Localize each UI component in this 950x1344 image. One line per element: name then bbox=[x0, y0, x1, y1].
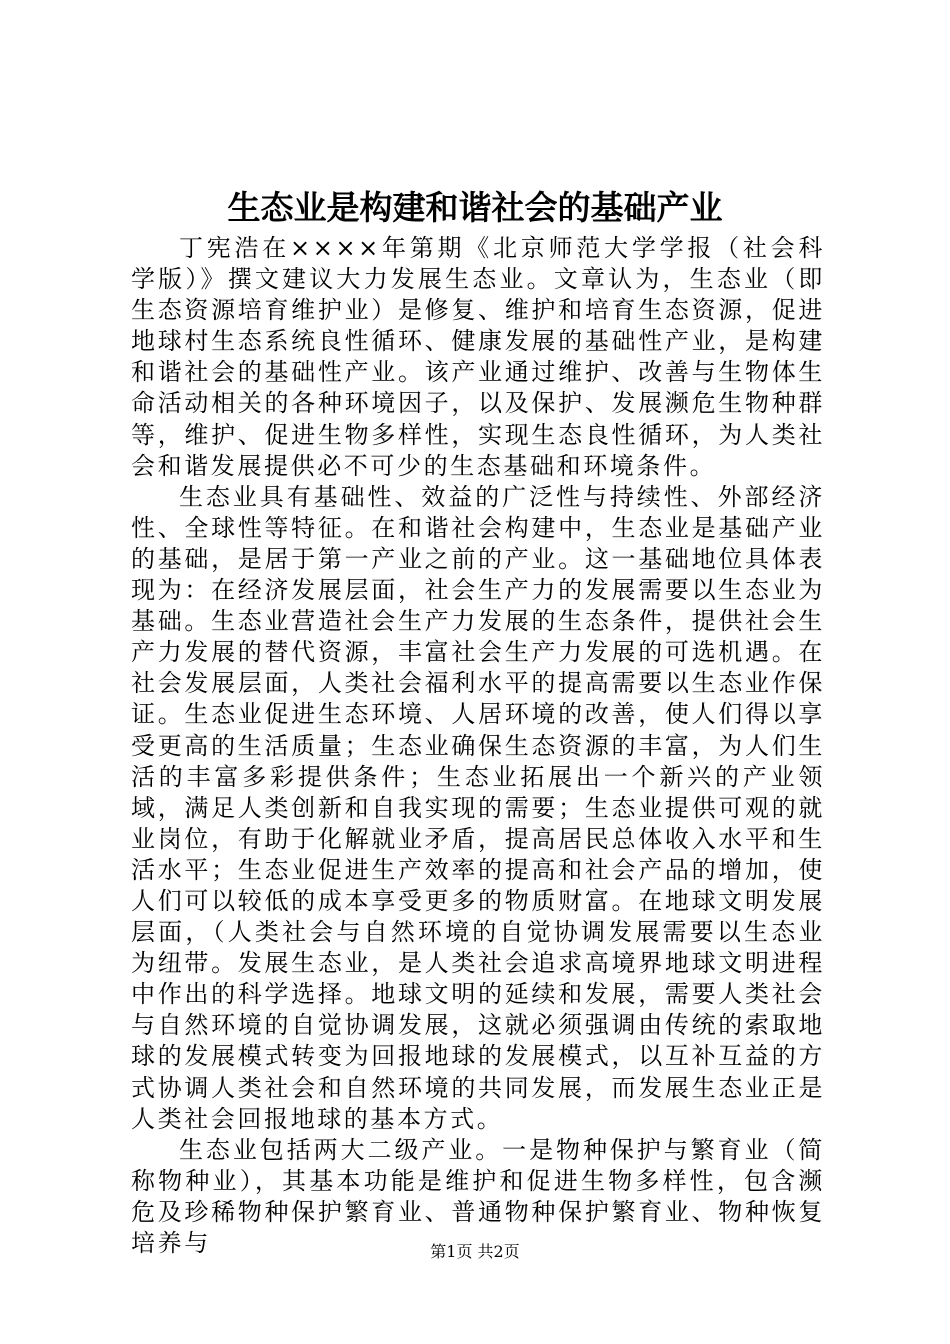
paragraph-1: 丁宪浩在××××年第期《北京师范大学学报（社会科学版）》撰文建议大力发展生态业。文章认为，生态业（即生态资源培育维护业）是修复、维护和培育生态资源，促进地球村生态系统良性循环、健康发展的基础性产业，是构建和谐社会的基础性产业。该产业通过维护、改善与生物体生命活动相关的各种环境因子，以及保护、发展濒危生物种群等，维护、促进生物多样性，实现生态良性循环，为人类社会和谐发展提供必不可少的生态基础和环境条件。 bbox=[131, 234, 825, 480]
paragraph-2: 生态业具有基础性、效益的广泛性与持续性、外部经济性、全球性等特征。在和谐社会构建中，生态业是基础产业的基础，是居于第一产业之前的产业。这一基础地位具体表现为：在经济发展层面，社会生产力的发展需要以生态业为基础。生态业营造社会生产力发展的生态条件，提供社会生产力发展的替代资源，丰富社会生产力发展的可选机遇。在社会发展层面，人类社会福利水平的提高需要以生态业作保证。生态业促进生态环境、人居环境的改善，使人们得以享受更高的生活质量；生态业确保生态资源的丰富，为人们生活的丰富多彩提供条件；生态业拓展出一个新兴的产业领域，满足人类创新和自我实现的需要；生态业提供可观的就业岗位，有助于化解就业矛盾，提高居民总体收入水平和生活水平；生态业促进生产效率的提高和社会产品的增加，使人们可以较低的成本享受更多的物质财富。在地球文明发展层面，（人类社会与自然环境的自觉协调发展需要以生态业为纽带。发展生态业，是人类社会追求高境界地球文明进程中作出的科学选择。地球文明的延续和发展，需要人类社会与自然环境的自觉协调发展，这就必须强调由传统的索取地球的发展模式转变为回报地球的发展模式，以互补互益的方式协调人类社会和自然环境的共同发展，而发展生态业正是人类社会回报地球的基本方式。 bbox=[131, 482, 825, 1133]
paragraph-3: 生态业包括两大二级产业。一是物种保护与繁育业（简称物种业），其基本功能是维护和促进生物多样性，包含濒危及珍稀物种保护繁育业、普通物种保护繁育业、物种恢复培养与 bbox=[131, 1135, 825, 1257]
page-footer: 第1页 共2页 bbox=[430, 1242, 520, 1261]
document-body bbox=[131, 233, 825, 1259]
document-title: 生态业是构建和谐社会的基础产业 bbox=[227, 188, 723, 227]
